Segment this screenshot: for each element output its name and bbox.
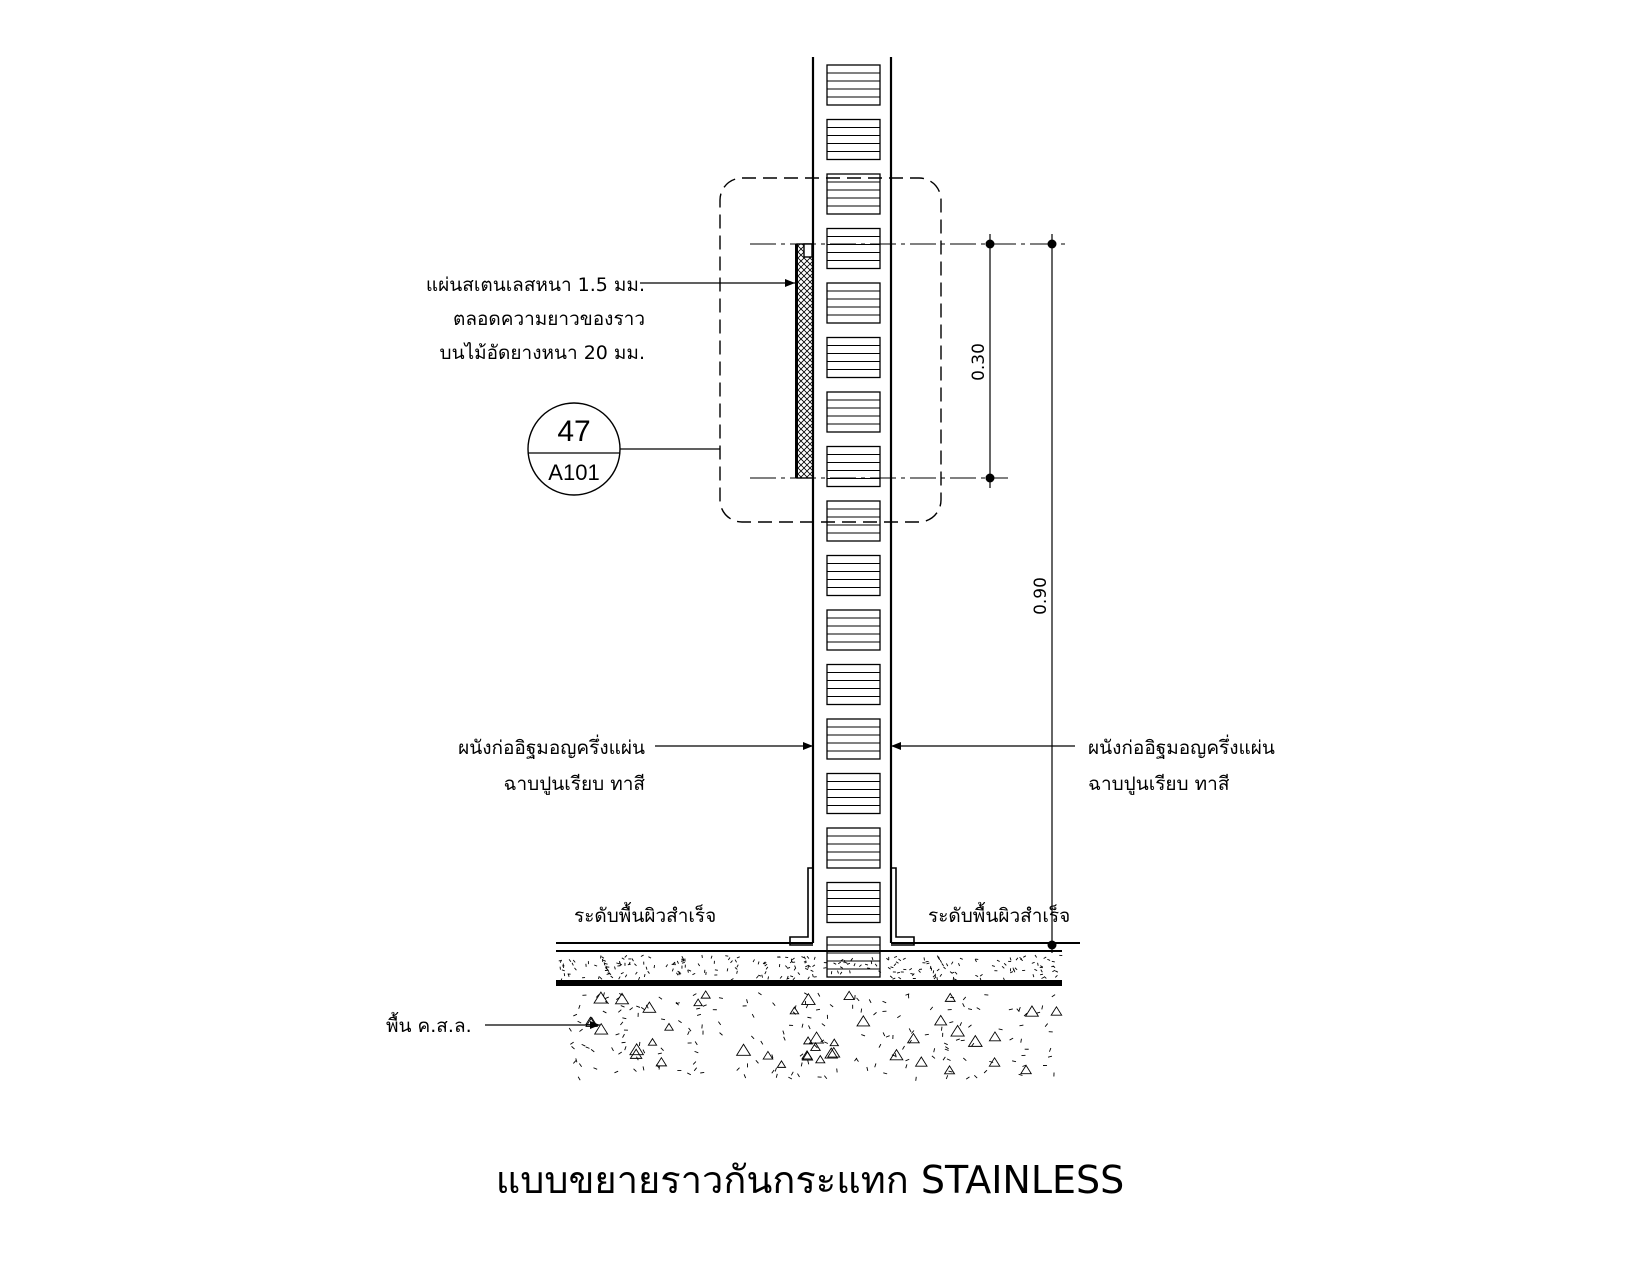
dimension-rail-top-height bbox=[1031, 234, 1057, 953]
stainless-label-line3: บนไม้อัดยางหนา 20 มม. bbox=[439, 342, 645, 364]
slab-label: พื้น ค.ส.ล. bbox=[386, 1015, 472, 1037]
stainless-rail bbox=[795, 244, 813, 478]
detail-tag-number: 47 bbox=[557, 415, 591, 448]
floor-screed bbox=[559, 955, 1063, 981]
concrete-slab bbox=[569, 991, 1062, 1081]
wall-left-label-line2: ฉาบปูนเรียบ ทาสี bbox=[503, 773, 645, 795]
wall-left-label-line1: ผนังก่ออิฐมอญครึ่งแผ่น bbox=[458, 737, 645, 759]
detail-tag bbox=[528, 403, 720, 495]
floor-level-label-right: ระดับพื้นผิวสำเร็จ bbox=[928, 905, 1071, 927]
floor-level-label-left: ระดับพื้นผิวสำเร็จ bbox=[574, 905, 717, 927]
dimension-0-30: 0.30 bbox=[969, 343, 989, 381]
drawing-title: แบบขยายราวกันกระแทก STAINLESS bbox=[495, 1158, 1125, 1202]
wall-right-label-line2: ฉาบปูนเรียบ ทาสี bbox=[1088, 773, 1230, 795]
brick-wall bbox=[813, 57, 891, 977]
wall-right-label-line1: ผนังก่ออิฐมอญครึ่งแผ่น bbox=[1088, 737, 1275, 759]
floor-finish bbox=[556, 943, 1080, 951]
stainless-label-line2: ตลอดความยาวของราว bbox=[453, 308, 645, 330]
dimension-rail-height bbox=[969, 234, 995, 488]
detail-tag-sheet: A101 bbox=[548, 460, 600, 485]
dimension-0-90: 0.90 bbox=[1031, 577, 1051, 615]
brick-courses bbox=[827, 65, 880, 977]
stainless-label-line1: แผ่นสเตนเลสหนา 1.5 มม. bbox=[425, 274, 645, 296]
